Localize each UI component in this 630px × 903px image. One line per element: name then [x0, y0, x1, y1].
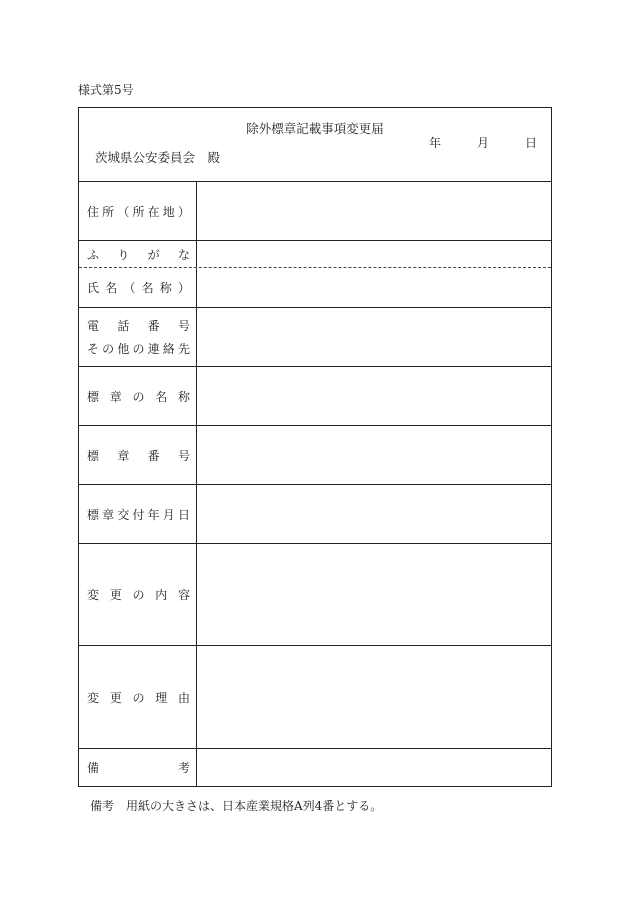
- label-phone-text: [87, 317, 190, 334]
- label-change-content-text: [87, 586, 190, 603]
- year-label: 年: [429, 136, 442, 150]
- label-furigana: [79, 241, 197, 267]
- label-char: 標: [87, 507, 100, 522]
- month-label: 月: [476, 136, 489, 150]
- row-sign-number: [79, 425, 551, 484]
- address-field[interactable]: [197, 182, 551, 240]
- label-char: 住: [87, 204, 100, 219]
- label-remarks-text: [87, 759, 190, 776]
- label-char: 章: [117, 448, 130, 463]
- label-char: 考: [177, 761, 190, 775]
- label-name: [79, 268, 197, 307]
- change-content-field[interactable]: [197, 544, 551, 645]
- paper-size-note: 備考 用紙の大きさは、日本産業規格A列4番とする。: [90, 799, 383, 813]
- label-char: の: [102, 342, 115, 356]
- label-char: 容: [177, 588, 190, 602]
- label-char: 変: [87, 690, 100, 705]
- furigana-field[interactable]: [197, 241, 551, 267]
- label-char: 話: [117, 319, 130, 333]
- label-other-contact-text: [87, 340, 190, 357]
- label-char: 号: [177, 319, 190, 333]
- label-char: 日: [177, 507, 190, 522]
- sign-number-field[interactable]: [197, 426, 551, 484]
- label-char: 称: [177, 389, 190, 404]
- label-change-reason: [79, 646, 197, 748]
- row-change-content: [79, 543, 551, 645]
- label-change-reason-text: [87, 689, 190, 706]
- form-title: 除外標章記載事項変更届: [246, 121, 384, 136]
- label-char: 更: [109, 588, 122, 602]
- label-issue-date-text: [87, 506, 190, 523]
- label-char: 先: [177, 342, 190, 356]
- label-change-content: [79, 544, 197, 645]
- label-sign-name: [79, 367, 197, 425]
- label-char: の: [132, 690, 145, 705]
- issue-date-field[interactable]: [197, 485, 551, 543]
- label-char: 由: [177, 690, 190, 705]
- label-char: の: [132, 342, 145, 356]
- label-char: 地: [162, 204, 175, 219]
- label-char: 理: [155, 690, 168, 705]
- label-char: 更: [109, 690, 122, 705]
- label-address-text: [87, 203, 190, 220]
- row-contact: [79, 307, 551, 366]
- label-char: 内: [155, 588, 168, 602]
- label-char: 絡: [162, 342, 175, 356]
- form-number: 様式第5号: [78, 83, 134, 97]
- remarks-field[interactable]: [197, 749, 551, 786]
- label-char: 名: [155, 389, 168, 404]
- label-char: 番: [147, 319, 160, 333]
- label-char: （: [117, 204, 130, 219]
- label-char: 名: [105, 281, 118, 295]
- label-char: 章: [109, 389, 122, 404]
- label-name-text: [87, 279, 190, 296]
- label-char: 交: [117, 507, 130, 522]
- label-char: そ: [87, 342, 100, 356]
- label-char: 標: [87, 389, 100, 404]
- day-label: 日: [524, 136, 537, 150]
- row-remarks: [79, 748, 551, 786]
- label-char: ふ: [87, 247, 100, 262]
- contact-field[interactable]: [197, 308, 551, 366]
- change-reason-field[interactable]: [197, 646, 551, 748]
- label-sign-number: [79, 426, 197, 484]
- row-furigana: [79, 240, 551, 267]
- label-address: [79, 182, 197, 240]
- label-char: 名: [141, 281, 154, 295]
- row-address: [79, 181, 551, 240]
- row-sign-name: [79, 366, 551, 425]
- label-sign-number-text: [87, 447, 190, 464]
- label-char: 称: [159, 281, 172, 295]
- label-char: 所: [132, 204, 145, 219]
- row-name: [79, 267, 551, 307]
- label-char: 年: [147, 507, 160, 522]
- label-char: 月: [162, 507, 175, 522]
- label-char: 備: [87, 761, 100, 775]
- label-char: 付: [132, 507, 145, 522]
- label-char: （: [123, 281, 136, 295]
- label-char: 章: [102, 507, 115, 522]
- sign-name-field[interactable]: [197, 367, 551, 425]
- label-char: ）: [177, 204, 190, 219]
- label-char: 在: [147, 204, 160, 219]
- row-issue-date: [79, 484, 551, 543]
- label-char: 号: [177, 448, 190, 463]
- label-char: 標: [87, 448, 100, 463]
- date-line: [429, 134, 537, 151]
- label-issue-date: [79, 485, 197, 543]
- label-char: ）: [177, 281, 190, 295]
- label-contact: [79, 308, 197, 366]
- label-remarks: [79, 749, 197, 786]
- label-char: 他: [117, 342, 130, 356]
- label-char: り: [117, 247, 130, 262]
- label-char: 所: [102, 204, 115, 219]
- label-char: な: [177, 247, 190, 262]
- label-char: の: [132, 389, 145, 404]
- label-char: 番: [147, 448, 160, 463]
- form-table: [78, 107, 552, 787]
- label-furigana-text: [87, 246, 190, 263]
- row-change-reason: [79, 645, 551, 748]
- label-char: 変: [87, 588, 100, 602]
- label-sign-name-text: [87, 388, 190, 405]
- label-char: が: [147, 247, 160, 262]
- addressee: 茨城県公安委員会 殿: [95, 150, 221, 165]
- label-char: の: [132, 588, 145, 602]
- label-char: 氏: [87, 281, 100, 295]
- label-char: 電: [87, 319, 100, 333]
- label-char: 連: [147, 342, 160, 356]
- name-field[interactable]: [197, 268, 551, 307]
